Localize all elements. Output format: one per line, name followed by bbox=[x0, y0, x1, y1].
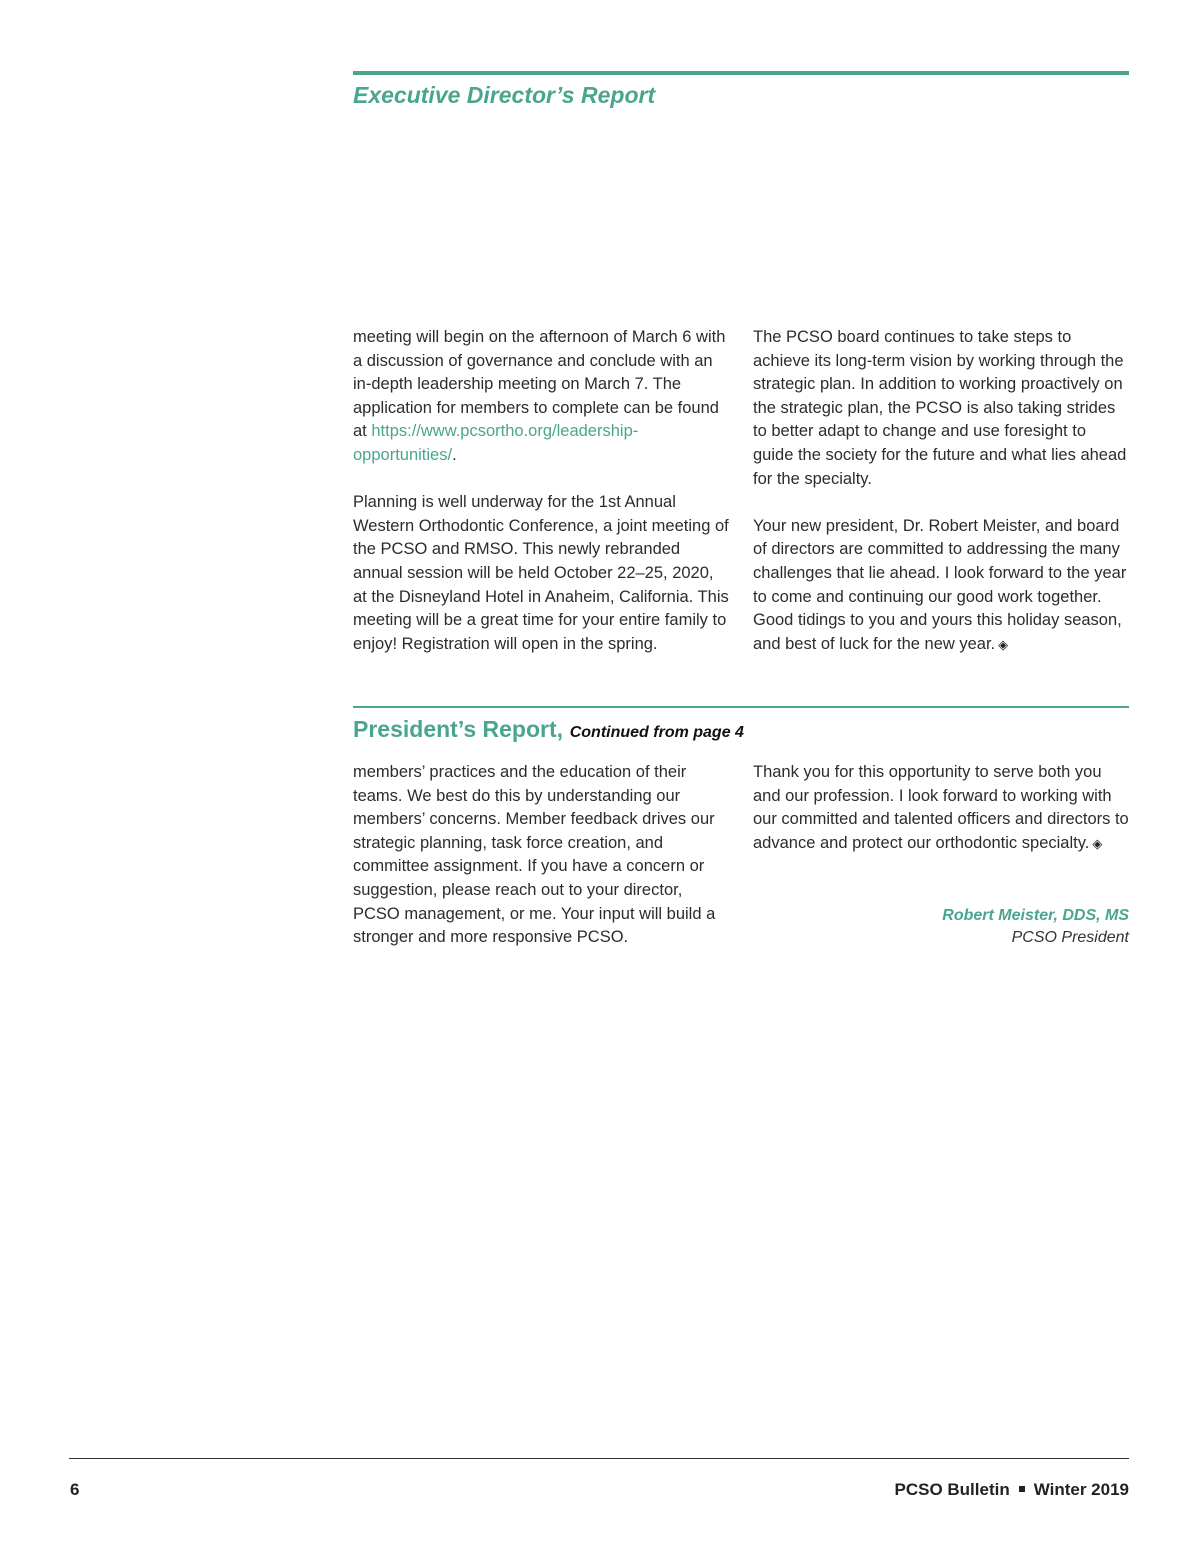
pres-right-paragraph-1: Thank you for this opportunity to serve both you and our profession. I look forward to working with our committed and talented officers and directors to advance and protect our orthodontic specialty. ◈ bbox=[753, 763, 1129, 852]
pres-report-heading bbox=[353, 716, 744, 744]
pres-report-left-column bbox=[353, 761, 730, 950]
footer-rule bbox=[69, 1458, 1129, 1459]
leadership-link[interactable]: https://www.pcsortho.org/leadership-opportunities/ bbox=[353, 422, 639, 464]
pres-report-title: President’s Report, bbox=[353, 716, 564, 742]
exec-left-paragraph-2: Planning is well underway for the 1st Annual Western Orthodontic Conference, a joint meeting of the PCSO and RMSO. This newly rebranded annual session will be held October 22–25, 2020, at the Disneyland Hotel in Anaheim, California. This meeting will be a great time for your entire family to enjoy! Registration will open in the spring. bbox=[353, 493, 729, 653]
exec-report-title: Executive Director’s Report bbox=[353, 82, 656, 108]
pres-report-continued: Continued from page 4 bbox=[569, 724, 744, 741]
publication-name: PCSO Bulletin bbox=[894, 1480, 1010, 1499]
section-rule-middle bbox=[353, 706, 1129, 708]
exec-right-paragraph-1: The PCSO board continues to take steps to achieve its long-term vision by working through the strategic plan. In addition to working proactively on the strategic plan, the PCSO is also taking strides to better adapt to change and use foresight to guide the society for the future and what lies ahead for the specialty. bbox=[753, 328, 1127, 488]
signature-name: Robert Meister, DDS, MS bbox=[942, 907, 1129, 924]
signature-block bbox=[942, 905, 1129, 948]
exec-right-paragraph-2: Your new president, Dr. Robert Meister, and board of directors are committed to addressing the many challenges that lie ahead. I look forward to the year to come and continuing our good work together. Good tidings to you and yours this holiday season, and best of luck for the new year. ◈ bbox=[753, 516, 1127, 653]
exec-left-paragraph-1: meeting will begin on the afternoon of March 6 with a discussion of governance and conclude with an in-depth leadership meeting on March 7. The application for members to complete can be found at https://www.pcsortho.org/leadership-opportunities/. bbox=[353, 328, 726, 464]
square-bullet-icon bbox=[1019, 1486, 1025, 1492]
pres-report-right-column bbox=[753, 761, 1130, 855]
end-mark-icon: ◈ bbox=[998, 636, 1009, 652]
end-mark-icon: ◈ bbox=[1092, 835, 1103, 851]
pres-left-paragraph-1: members’ practices and the education of their teams. We best do this by understanding our members’ concerns. Member feedback drives our strategic planning, task force creation, and committee assignment. If you have a concern or suggestion, please reach out to your director, PCSO management, or me. Your input will build a stronger and more responsive PCSO. bbox=[353, 763, 716, 947]
section-rule-top bbox=[353, 71, 1129, 75]
footer-publication-info bbox=[894, 1480, 1129, 1500]
issue-name: Winter 2019 bbox=[1033, 1480, 1129, 1499]
signature-title: PCSO President bbox=[1011, 928, 1129, 946]
exec-report-right-column bbox=[753, 326, 1130, 656]
page-number: 6 bbox=[70, 1480, 80, 1499]
exec-report-left-column bbox=[353, 326, 730, 656]
